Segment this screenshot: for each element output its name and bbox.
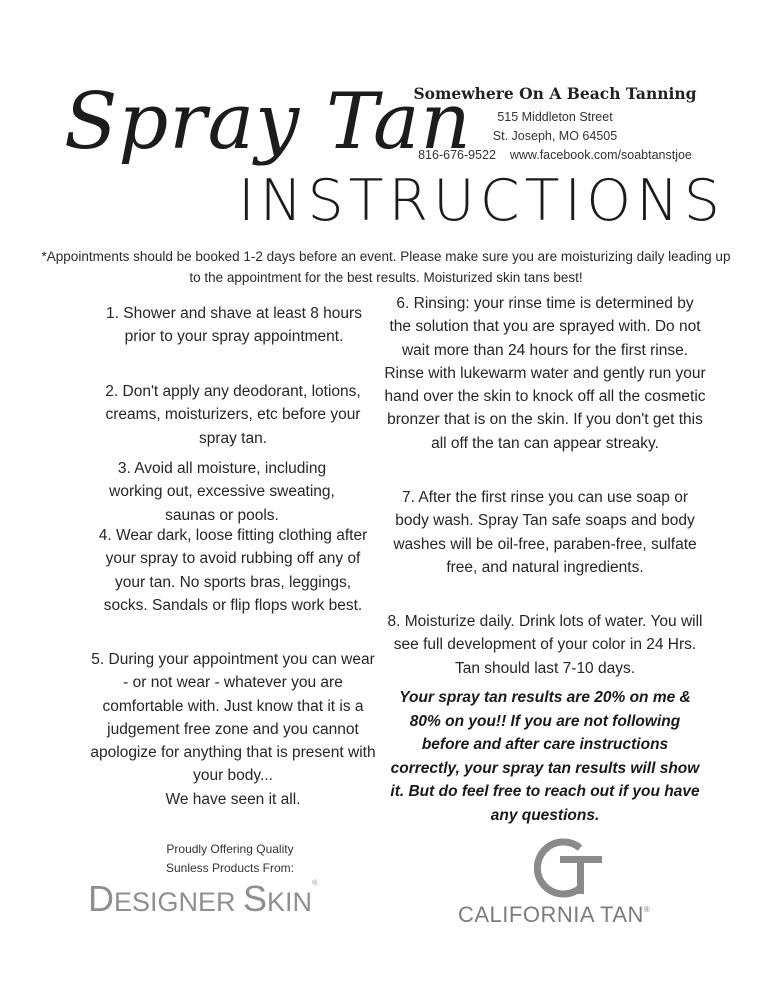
step-2: 2. Don't apply any deodorant, lotions, creams, moisturizers, etc before your spray tan. bbox=[105, 383, 361, 447]
step-5: 5. During your appointment you can wear - or not wear - whatever you are comfortable with. Just know that it is a judgement free zone and you cannot apologize for anything that is present with your body... bbox=[90, 651, 376, 785]
page-title: INSTRUCTIONS bbox=[238, 168, 725, 234]
proudly-line-2: Sunless Products From: bbox=[165, 861, 295, 875]
proudly-line-1: Proudly Offering Quality bbox=[166, 842, 294, 856]
step-6: 6. Rinsing: your rinse time is determined by the solution that you are sprayed with. Do not wait more than 24 hours for the first rinse. Rinse with lukewarm water and gently run your hand over the skin to knock off all the cosmetic bronzer that is on the skin. If you don't get this all off the tan can appear streaky. bbox=[384, 295, 706, 452]
step-8: 8. Moisturize daily. Drink lots of water. You will see full development of your color in 24 Hrs. Tan should last 7-10 days. bbox=[387, 613, 703, 677]
results-note: Your spray tan results are 20% on me & 80% on you!! If you are not following before and after care instructions correctly, your spray tan results will show it. But do feel free to reach out if you have any questions. bbox=[390, 689, 700, 824]
step-4: 4. Wear dark, loose fitting clothing after your spray to avoid rubbing off any of your tan. No sports bras, leggings, socks. Sandals or flip flops work best. bbox=[98, 527, 368, 614]
proudly-offering bbox=[130, 840, 330, 878]
california-tan-logo: CALIFORNIA TAN® bbox=[458, 902, 651, 927]
step-7: 7. After the first rinse you can use soap or body wash. Spray Tan safe soaps and body washes will be oil-free, paraben-free, sulfate free, and natural ingredients. bbox=[393, 489, 697, 576]
script-title bbox=[60, 70, 472, 180]
step-3: 3. Avoid all moisture, including working out, excessive sweating, saunas or pools. bbox=[109, 460, 335, 524]
business-city: St. Joseph, MO 64505 bbox=[492, 129, 618, 143]
script-title-text: Spray Tan bbox=[64, 77, 472, 167]
business-street: 515 Middleton Street bbox=[497, 110, 613, 124]
california-tan-monogram bbox=[532, 836, 604, 900]
business-name: Somewhere On A Beach Tanning bbox=[413, 84, 697, 103]
intro-note: *Appointments should be booked 1-2 days before an event. Please make sure you are moisturizing daily leading up to the appointment for the best results. Moisturized skin tans best! bbox=[41, 249, 731, 285]
business-contact: 816-676-9522 www.facebook.com/soabtanstjoe bbox=[418, 148, 692, 162]
step-1: 1. Shower and shave at least 8 hours prior to your spray appointment. bbox=[106, 305, 362, 346]
designer-skin-logo: DESIGNER SKIN® bbox=[88, 878, 318, 919]
step-5-closing: We have seen it all. bbox=[165, 791, 301, 808]
